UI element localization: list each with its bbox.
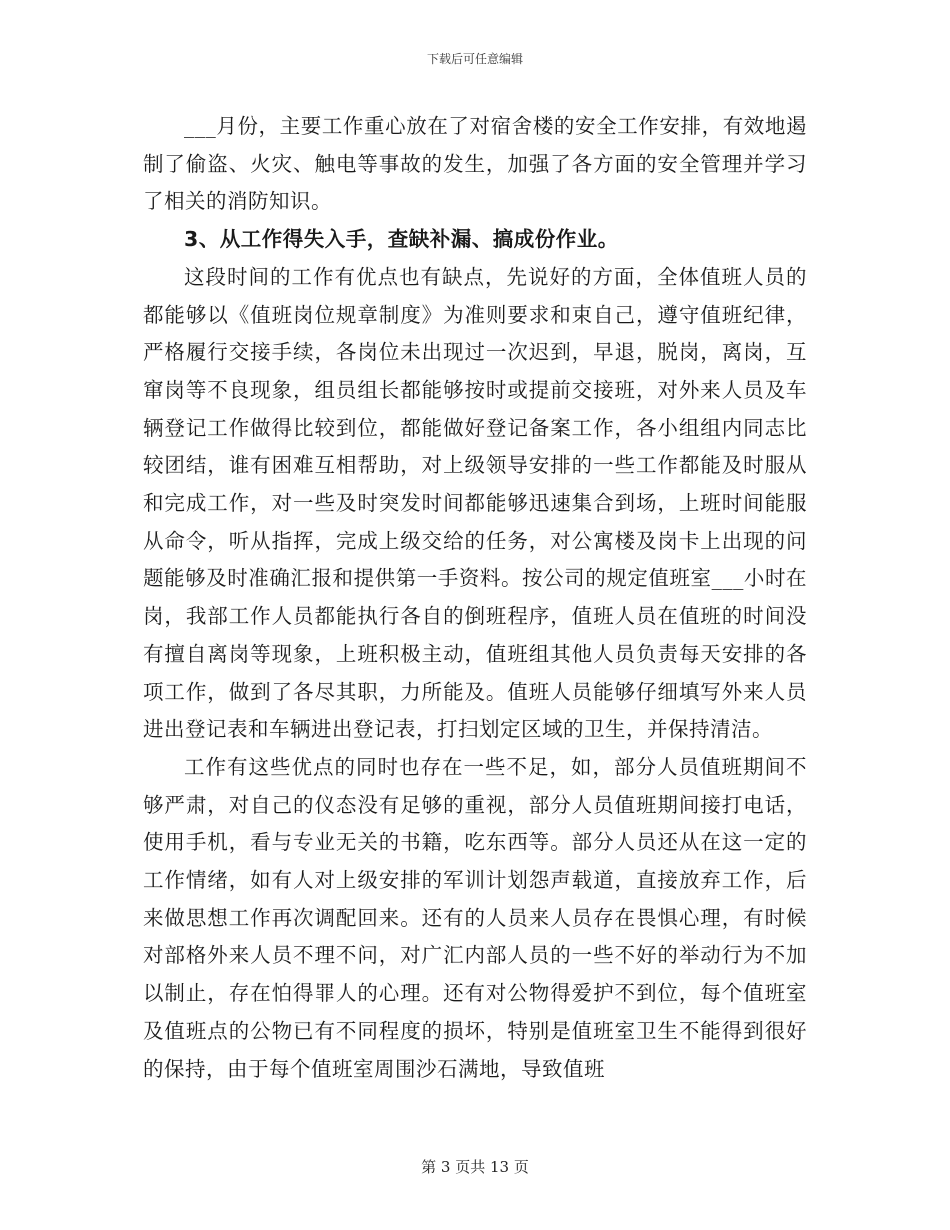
paragraph-strengths: 这段时间的工作有优点也有缺点，先说好的方面，全体值班人员的都能够以《值班岗位规章制度》为准则要求和束自己，遵守值班纪律，严格履行交接手续，各岗位未出现过一次迟到，早退，脱岗，离岗，互窜岗等不良现象，组员组长都能够按时或提前交接班，对外来人员及车辆登记工作做得比较到位，都能做好登记备案工作，各小组组内同志比较团结，谁有困难互相帮助，对上级领导安排的一些工作都能及时服从和完成工作，对一些及时突发时间都能够迅速集合到场，上班时间能服从命令，听从指挥，完成上级交给的任务，对公寓楼及岗卡上出现的问题能够及时准确汇报和提供第一手资料。按公司的规定值班室___小时在岗，我部工作人员都能执行各自的倒班程序，值班人员在值班的时间没有擅自离岗等现象，上班积极主动，值班组其他人员负责每天安排的各项工作，做到了各尽其职，力所能及。值班人员能够仔细填写外来人员进出登记表和车辆进出登记表，打扫划定区域的卫生，并保持清洁。 <box>143 264 807 742</box>
section-heading: 3、从工作得失入手，查缺补漏、搞成份作业。 <box>184 227 619 252</box>
paragraph-shortcomings: 工作有这些优点的同时也存在一些不足，如，部分人员值班期间不够严肃，对自己的仪态没有足够的重视，部分人员值班期间接打电话，使用手机，看与专业无关的书籍，吃东西等。部分人员还从在这一定的工作情绪，如有人对上级安排的军训计划怨声载道，直接放弃工作，后来做思想工作再次调配回来。还有的人员来人员存在畏惧心理，有时候对部格外来人员不理不问，对广汇内部人员的一些不好的举动行为不加以制止，存在怕得罪人的心理。还有对公物得爱护不到位，每个值班室及值班点的公物已有不同程度的损坏，特别是值班室卫生不能得到很好的保持，由于每个值班室周围沙石满地，导致值班 <box>143 754 807 1081</box>
page-number-footer: 第 3 页共 13 页 <box>421 1158 529 1176</box>
paragraph-dorm-safety: ___月份，主要工作重心放在了对宿舍楼的安全工作安排，有效地遏制了偷盗、火灾、触电等事故的发生，加强了各方面的安全管理并学习了相关的消防知识。 <box>143 114 807 214</box>
document-body <box>143 108 807 1088</box>
page-header: 下载后可任意编辑 <box>426 52 523 66</box>
